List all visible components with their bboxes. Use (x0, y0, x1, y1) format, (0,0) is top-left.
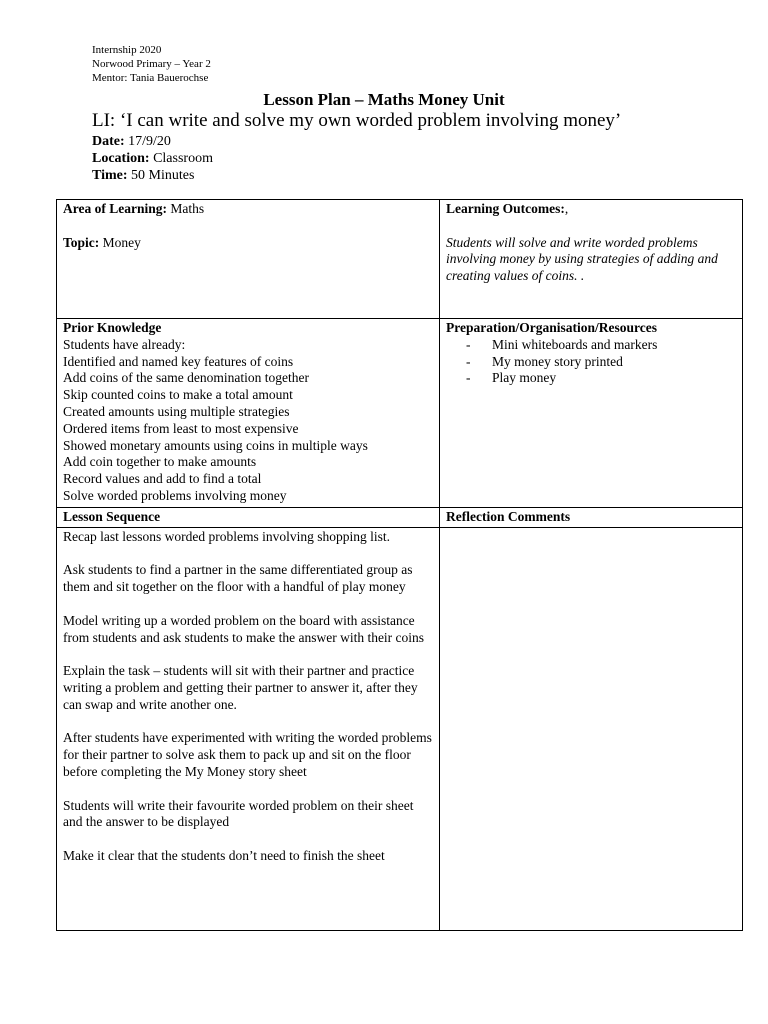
learning-outcomes-cell (440, 200, 743, 319)
header-line-mentor: Mentor: Tania Bauerochse (92, 72, 209, 84)
outcomes-label: Learning Outcomes: (446, 201, 565, 216)
prior-knowledge-item: Add coin together to make amounts (63, 454, 257, 470)
prior-knowledge-item: Created amounts using multiple strategies (63, 403, 290, 419)
prior-knowledge-item: Identified and named key features of coins (63, 353, 294, 369)
list-item: - My money story printed (466, 354, 736, 371)
prior-knowledge-cell (57, 319, 440, 508)
outcomes-suffix: , (564, 201, 569, 216)
table-row (57, 319, 743, 508)
reflection-heading: Reflection Comments (446, 509, 571, 524)
area-topic-cell (57, 200, 440, 319)
prior-knowledge-item: Students have already: (63, 336, 186, 352)
time-value: 50 Minutes (127, 168, 195, 183)
preparation-heading: Preparation/Organisation/Resources (446, 320, 657, 335)
topic-value: Money (99, 234, 141, 250)
location-value: Classroom (149, 151, 213, 166)
sequence-step: Recap last lessons worded problems involving shopping list. (63, 528, 390, 544)
header-line-school: Norwood Primary – Year 2 (92, 58, 211, 70)
date-row (92, 133, 213, 150)
prior-knowledge-item: Record values and add to find a total (63, 471, 262, 487)
time-label: Time: (92, 168, 128, 183)
area-value: Maths (167, 201, 205, 216)
prior-knowledge-item: Skip counted coins to make a total amount (63, 387, 293, 403)
date-label: Date: (92, 134, 125, 149)
sequence-step: Model writing up a worded problem on the board with assistance from students and ask students to make the answer with their coins (63, 612, 425, 645)
table-row (57, 508, 743, 528)
lesson-sequence-header-cell (57, 508, 440, 528)
sequence-step: Make it clear that the students don’t need to finish the sheet (63, 847, 385, 863)
prior-knowledge-heading: Prior Knowledge (63, 320, 162, 335)
location-label: Location: (92, 151, 150, 166)
header-meta (92, 43, 211, 85)
sequence-step: Ask students to find a partner in the same differentiated group as them and sit together on the floor with a handful of play money (63, 562, 413, 595)
topic (63, 235, 433, 252)
document-title: Lesson Plan – Maths Money Unit (263, 90, 505, 109)
lesson-meta (92, 133, 213, 184)
lesson-sequence-cell (57, 527, 440, 930)
area-label: Area of Learning: (63, 201, 167, 216)
learning-outcomes-text: Students will solve and write worded problems involving money by using strategies of adding and creating values of coins. . (446, 234, 718, 284)
sequence-step: Explain the task – students will sit with their partner and practice writing a problem and getting their partner to answer it, after they can swap and write another one. (63, 663, 418, 712)
prior-knowledge-item: Add coins of the same denomination together (63, 370, 309, 386)
learning-outcomes-heading (446, 201, 736, 218)
prior-knowledge-item: Solve worded problems involving money (63, 487, 287, 503)
date-value: 17/9/20 (124, 134, 171, 149)
sequence-step: After students have experimented with writing the worded problems for their partner to solve ask them to pack up and sit on the floor before completing the My Money story sheet (63, 730, 432, 779)
list-item: - Mini whiteboards and markers (466, 337, 736, 354)
table-row (57, 527, 743, 930)
lesson-sequence-heading: Lesson Sequence (63, 509, 161, 524)
location-row (92, 150, 213, 167)
preparation-cell (440, 319, 743, 508)
lesson-plan-table (56, 199, 743, 931)
resources-list (446, 337, 736, 387)
time-row (92, 167, 213, 184)
header-line-internship: Internship 2020 (92, 44, 162, 56)
area-of-learning (63, 201, 433, 218)
table-row (57, 200, 743, 319)
prior-knowledge-item: Ordered items from least to most expensive (63, 420, 299, 436)
list-item: - Play money (466, 370, 736, 387)
reflection-header-cell (440, 508, 743, 528)
reflection-comments-cell (440, 527, 743, 930)
sequence-step: Students will write their favourite worded problem on their sheet and the answer to be displayed (63, 797, 414, 830)
prior-knowledge-item: Showed monetary amounts using coins in multiple ways (63, 437, 368, 453)
learning-intention: LI: ‘I can write and solve my own worded problem involving money’ (92, 110, 622, 131)
topic-label: Topic: (63, 234, 100, 250)
